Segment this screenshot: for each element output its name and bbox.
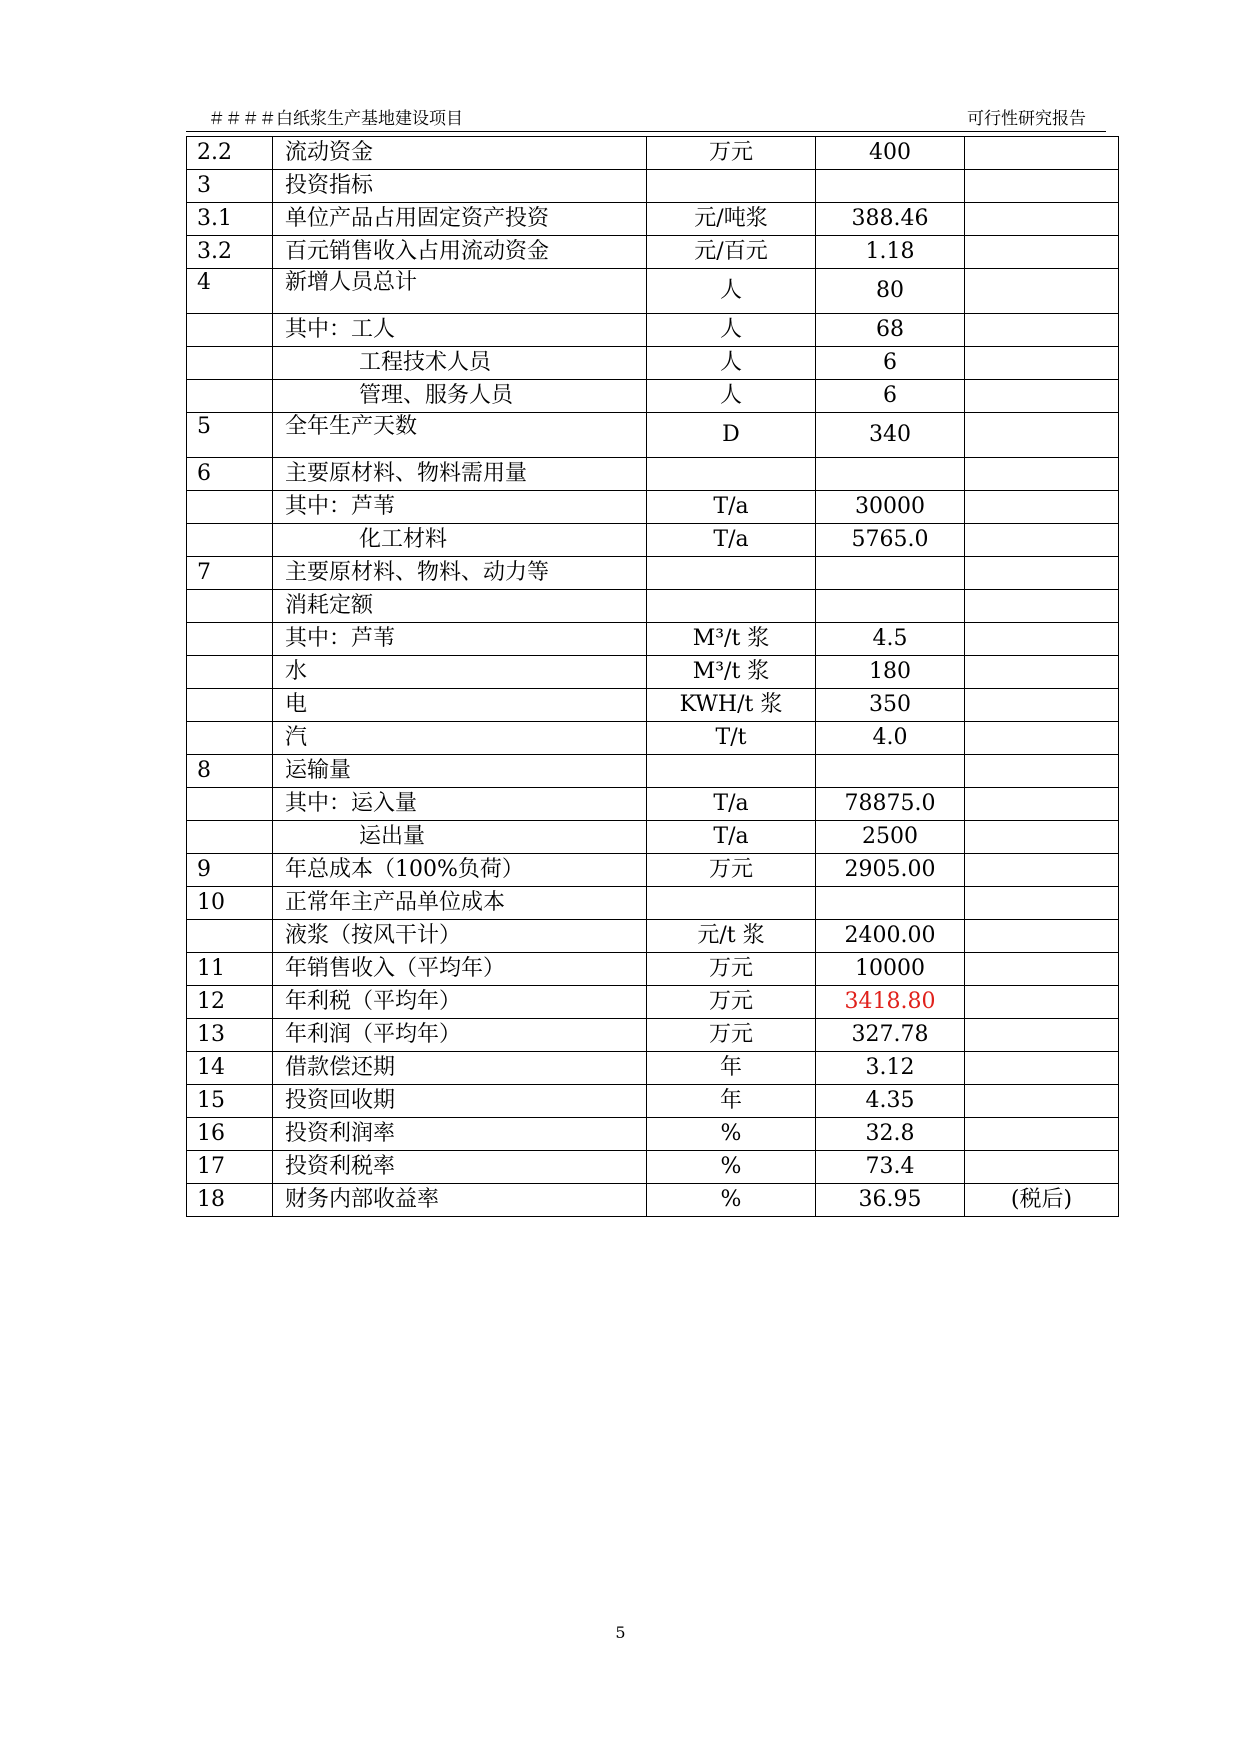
unit-cell: 万元 xyxy=(647,1019,816,1052)
row-number-cell: 16 xyxy=(187,1118,273,1151)
row-number-cell: 7 xyxy=(187,557,273,590)
table-row xyxy=(187,203,1119,236)
table-row xyxy=(187,1118,1119,1151)
row-number-cell: 3.2 xyxy=(187,236,273,269)
value-cell: 68 xyxy=(816,314,965,347)
row-number-cell: 14 xyxy=(187,1052,273,1085)
value-cell: 73.4 xyxy=(816,1151,965,1184)
item-cell: 其中：芦苇 xyxy=(273,623,647,656)
item-cell: 年利税（平均年） xyxy=(273,986,647,1019)
unit-cell: % xyxy=(647,1184,816,1217)
item-cell: 流动资金 xyxy=(273,137,647,170)
item-cell: 单位产品占用固定资产投资 xyxy=(273,203,647,236)
unit-cell: 人 xyxy=(647,314,816,347)
note-cell xyxy=(965,1151,1119,1184)
unit-cell: T/a xyxy=(647,788,816,821)
unit-cell: M³/t 浆 xyxy=(647,656,816,689)
row-number-cell: 2.2 xyxy=(187,137,273,170)
row-number-cell: 9 xyxy=(187,854,273,887)
header-report-title: 可行性研究报告 xyxy=(967,109,1086,129)
note-cell xyxy=(965,689,1119,722)
item-cell: 主要原材料、物料、动力等 xyxy=(273,557,647,590)
note-cell xyxy=(965,170,1119,203)
value-cell: 36.95 xyxy=(816,1184,965,1217)
item-cell: 化工材料 xyxy=(273,524,647,557)
note-cell xyxy=(965,953,1119,986)
header-project-title: ＃＃＃＃白纸浆生产基地建设项目 xyxy=(208,109,463,129)
unit-cell: 年 xyxy=(647,1085,816,1118)
note-cell xyxy=(965,314,1119,347)
unit-cell: T/a xyxy=(647,491,816,524)
table-row xyxy=(187,854,1119,887)
unit-cell xyxy=(647,590,816,623)
item-cell: 百元销售收入占用流动资金 xyxy=(273,236,647,269)
row-number-cell xyxy=(187,314,273,347)
table-row xyxy=(187,623,1119,656)
row-number-cell: 3.1 xyxy=(187,203,273,236)
value-cell: 30000 xyxy=(816,491,965,524)
table-row xyxy=(187,347,1119,380)
row-number-cell xyxy=(187,689,273,722)
item-cell: 水 xyxy=(273,656,647,689)
value-cell xyxy=(816,887,965,920)
row-number-cell: 11 xyxy=(187,953,273,986)
unit-cell: 人 xyxy=(647,347,816,380)
value-cell: 4.35 xyxy=(816,1085,965,1118)
table-row xyxy=(187,1052,1119,1085)
row-number-cell: 8 xyxy=(187,755,273,788)
row-number-cell xyxy=(187,656,273,689)
row-number-cell xyxy=(187,590,273,623)
unit-cell: % xyxy=(647,1118,816,1151)
unit-cell: 元/t 浆 xyxy=(647,920,816,953)
table-row xyxy=(187,788,1119,821)
unit-cell: 人 xyxy=(647,269,816,314)
table-row xyxy=(187,524,1119,557)
note-cell xyxy=(965,347,1119,380)
row-number-cell xyxy=(187,722,273,755)
unit-cell: T/a xyxy=(647,821,816,854)
value-cell xyxy=(816,755,965,788)
page-header xyxy=(186,99,1106,132)
value-cell xyxy=(816,557,965,590)
value-cell: 4.0 xyxy=(816,722,965,755)
table-row xyxy=(187,413,1119,458)
item-cell: 管理、服务人员 xyxy=(273,380,647,413)
note-cell xyxy=(965,458,1119,491)
row-number-cell: 18 xyxy=(187,1184,273,1217)
unit-cell xyxy=(647,755,816,788)
value-cell: 78875.0 xyxy=(816,788,965,821)
row-number-cell xyxy=(187,920,273,953)
unit-cell xyxy=(647,458,816,491)
value-cell: 350 xyxy=(816,689,965,722)
table-row xyxy=(187,986,1119,1019)
note-cell xyxy=(965,788,1119,821)
note-cell xyxy=(965,137,1119,170)
item-cell: 全年生产天数 xyxy=(273,413,647,458)
unit-cell xyxy=(647,170,816,203)
item-cell: 其中：运入量 xyxy=(273,788,647,821)
unit-cell: 年 xyxy=(647,1052,816,1085)
row-number-cell: 15 xyxy=(187,1085,273,1118)
note-cell xyxy=(965,920,1119,953)
item-cell: 液浆（按风干计） xyxy=(273,920,647,953)
note-cell xyxy=(965,986,1119,1019)
note-cell xyxy=(965,590,1119,623)
value-cell: 180 xyxy=(816,656,965,689)
value-cell: 400 xyxy=(816,137,965,170)
note-cell xyxy=(965,656,1119,689)
row-number-cell xyxy=(187,821,273,854)
table-row xyxy=(187,491,1119,524)
value-cell: 32.8 xyxy=(816,1118,965,1151)
row-number-cell xyxy=(187,380,273,413)
note-cell xyxy=(965,887,1119,920)
table-row xyxy=(187,590,1119,623)
unit-cell: KWH/t 浆 xyxy=(647,689,816,722)
item-cell: 消耗定额 xyxy=(273,590,647,623)
item-cell: 借款偿还期 xyxy=(273,1052,647,1085)
note-cell xyxy=(965,623,1119,656)
unit-cell: 万元 xyxy=(647,854,816,887)
note-cell: (税后) xyxy=(965,1184,1119,1217)
row-number-cell xyxy=(187,623,273,656)
table-row xyxy=(187,887,1119,920)
note-cell xyxy=(965,380,1119,413)
value-cell: 10000 xyxy=(816,953,965,986)
table-row xyxy=(187,1151,1119,1184)
note-cell xyxy=(965,413,1119,458)
value-cell: 6 xyxy=(816,380,965,413)
item-cell: 运出量 xyxy=(273,821,647,854)
row-number-cell xyxy=(187,524,273,557)
row-number-cell xyxy=(187,347,273,380)
value-cell: 5765.0 xyxy=(816,524,965,557)
value-cell: 340 xyxy=(816,413,965,458)
note-cell xyxy=(965,203,1119,236)
item-cell: 投资回收期 xyxy=(273,1085,647,1118)
table-row xyxy=(187,1019,1119,1052)
unit-cell: 万元 xyxy=(647,986,816,1019)
value-cell: 2500 xyxy=(816,821,965,854)
table-row xyxy=(187,170,1119,203)
value-cell: 4.5 xyxy=(816,623,965,656)
row-number-cell: 10 xyxy=(187,887,273,920)
row-number-cell xyxy=(187,491,273,524)
item-cell: 年总成本（100%负荷） xyxy=(273,854,647,887)
note-cell xyxy=(965,236,1119,269)
item-cell: 年利润（平均年） xyxy=(273,1019,647,1052)
table-row xyxy=(187,380,1119,413)
table-row xyxy=(187,137,1119,170)
item-cell: 投资指标 xyxy=(273,170,647,203)
indicator-table xyxy=(186,136,1119,1217)
item-cell: 投资利税率 xyxy=(273,1151,647,1184)
value-cell: 388.46 xyxy=(816,203,965,236)
table-row xyxy=(187,953,1119,986)
value-cell: 3.12 xyxy=(816,1052,965,1085)
value-cell: 80 xyxy=(816,269,965,314)
unit-cell: 元/吨浆 xyxy=(647,203,816,236)
note-cell xyxy=(965,1085,1119,1118)
value-cell: 2905.00 xyxy=(816,854,965,887)
value-cell: 1.18 xyxy=(816,236,965,269)
item-cell: 新增人员总计 xyxy=(273,269,647,314)
note-cell xyxy=(965,524,1119,557)
table-row xyxy=(187,458,1119,491)
note-cell xyxy=(965,1019,1119,1052)
row-number-cell: 4 xyxy=(187,269,273,314)
table-row xyxy=(187,689,1119,722)
note-cell xyxy=(965,269,1119,314)
unit-cell: M³/t 浆 xyxy=(647,623,816,656)
value-cell: 3418.80 xyxy=(816,986,965,1019)
item-cell: 工程技术人员 xyxy=(273,347,647,380)
value-cell xyxy=(816,590,965,623)
note-cell xyxy=(965,854,1119,887)
unit-cell: 万元 xyxy=(647,953,816,986)
table-row xyxy=(187,314,1119,347)
table-row xyxy=(187,722,1119,755)
row-number-cell: 3 xyxy=(187,170,273,203)
note-cell xyxy=(965,491,1119,524)
unit-cell: 元/百元 xyxy=(647,236,816,269)
item-cell: 其中：芦苇 xyxy=(273,491,647,524)
item-cell: 主要原材料、物料需用量 xyxy=(273,458,647,491)
item-cell: 运输量 xyxy=(273,755,647,788)
row-number-cell xyxy=(187,788,273,821)
page-number: 5 xyxy=(615,1623,626,1642)
table-row xyxy=(187,236,1119,269)
value-cell: 327.78 xyxy=(816,1019,965,1052)
unit-cell xyxy=(647,887,816,920)
row-number-cell: 13 xyxy=(187,1019,273,1052)
item-cell: 其中：工人 xyxy=(273,314,647,347)
note-cell xyxy=(965,557,1119,590)
unit-cell: D xyxy=(647,413,816,458)
row-number-cell: 6 xyxy=(187,458,273,491)
value-cell xyxy=(816,170,965,203)
unit-cell xyxy=(647,557,816,590)
row-number-cell: 5 xyxy=(187,413,273,458)
item-cell: 电 xyxy=(273,689,647,722)
value-cell: 2400.00 xyxy=(816,920,965,953)
unit-cell: 万元 xyxy=(647,137,816,170)
unit-cell: T/a xyxy=(647,524,816,557)
table-row xyxy=(187,557,1119,590)
unit-cell: 人 xyxy=(647,380,816,413)
table-row xyxy=(187,920,1119,953)
table-row xyxy=(187,821,1119,854)
row-number-cell: 17 xyxy=(187,1151,273,1184)
value-cell: 6 xyxy=(816,347,965,380)
unit-cell: % xyxy=(647,1151,816,1184)
note-cell xyxy=(965,821,1119,854)
item-cell: 年销售收入（平均年） xyxy=(273,953,647,986)
table-row xyxy=(187,656,1119,689)
item-cell: 汽 xyxy=(273,722,647,755)
table-row xyxy=(187,1085,1119,1118)
table-row xyxy=(187,1184,1119,1217)
note-cell xyxy=(965,1118,1119,1151)
item-cell: 投资利润率 xyxy=(273,1118,647,1151)
item-cell: 财务内部收益率 xyxy=(273,1184,647,1217)
note-cell xyxy=(965,1052,1119,1085)
row-number-cell: 12 xyxy=(187,986,273,1019)
note-cell xyxy=(965,755,1119,788)
note-cell xyxy=(965,722,1119,755)
table-row xyxy=(187,755,1119,788)
unit-cell: T/t xyxy=(647,722,816,755)
item-cell: 正常年主产品单位成本 xyxy=(273,887,647,920)
table-row xyxy=(187,269,1119,314)
value-cell xyxy=(816,458,965,491)
